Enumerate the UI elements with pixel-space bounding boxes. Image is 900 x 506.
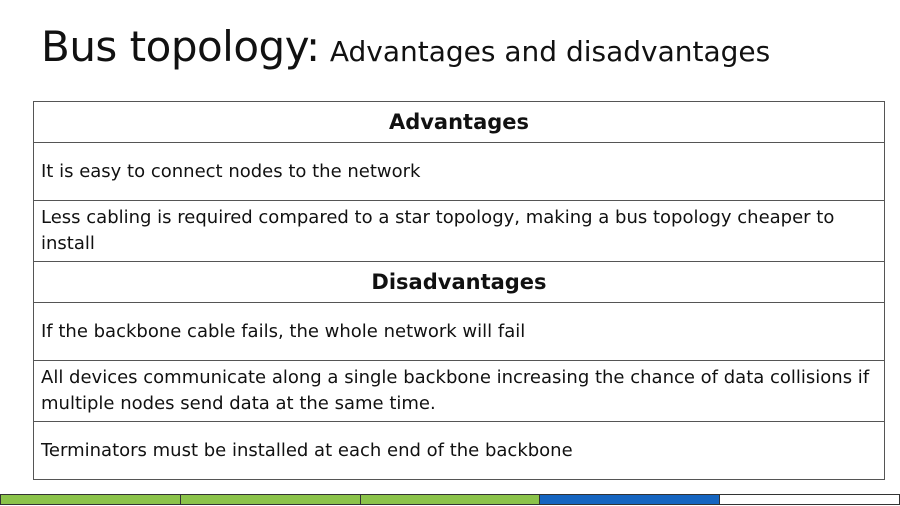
table-row <box>34 303 885 361</box>
footer-segment <box>0 494 181 505</box>
advantage-item: Less cabling is required compared to a star topology, making a bus topology cheaper to install <box>34 201 885 262</box>
table-row <box>34 361 885 422</box>
disadvantage-item: All devices communicate along a single backbone increasing the chance of data collisions if multiple nodes send data at the same time. <box>34 361 885 422</box>
table-row <box>34 201 885 262</box>
footer-segment <box>181 494 361 505</box>
footer-segment <box>361 494 541 505</box>
footer-segment <box>540 494 720 505</box>
footer-color-bar <box>0 494 900 505</box>
table-row <box>34 102 885 143</box>
title-main: Bus topology: <box>41 22 320 71</box>
advantages-header: Advantages <box>34 102 885 143</box>
table-row <box>34 143 885 201</box>
table-row <box>34 262 885 303</box>
slide-title <box>41 22 771 71</box>
title-subtitle: Advantages and disadvantages <box>329 35 771 68</box>
advantage-item: It is easy to connect nodes to the network <box>34 143 885 201</box>
disadvantage-item: If the backbone cable fails, the whole network will fail <box>34 303 885 361</box>
disadvantages-header: Disadvantages <box>34 262 885 303</box>
disadvantage-item: Terminators must be installed at each end of the backbone <box>34 422 885 480</box>
pros-cons-table <box>33 101 885 480</box>
table-row <box>34 422 885 480</box>
footer-segment <box>720 494 900 505</box>
